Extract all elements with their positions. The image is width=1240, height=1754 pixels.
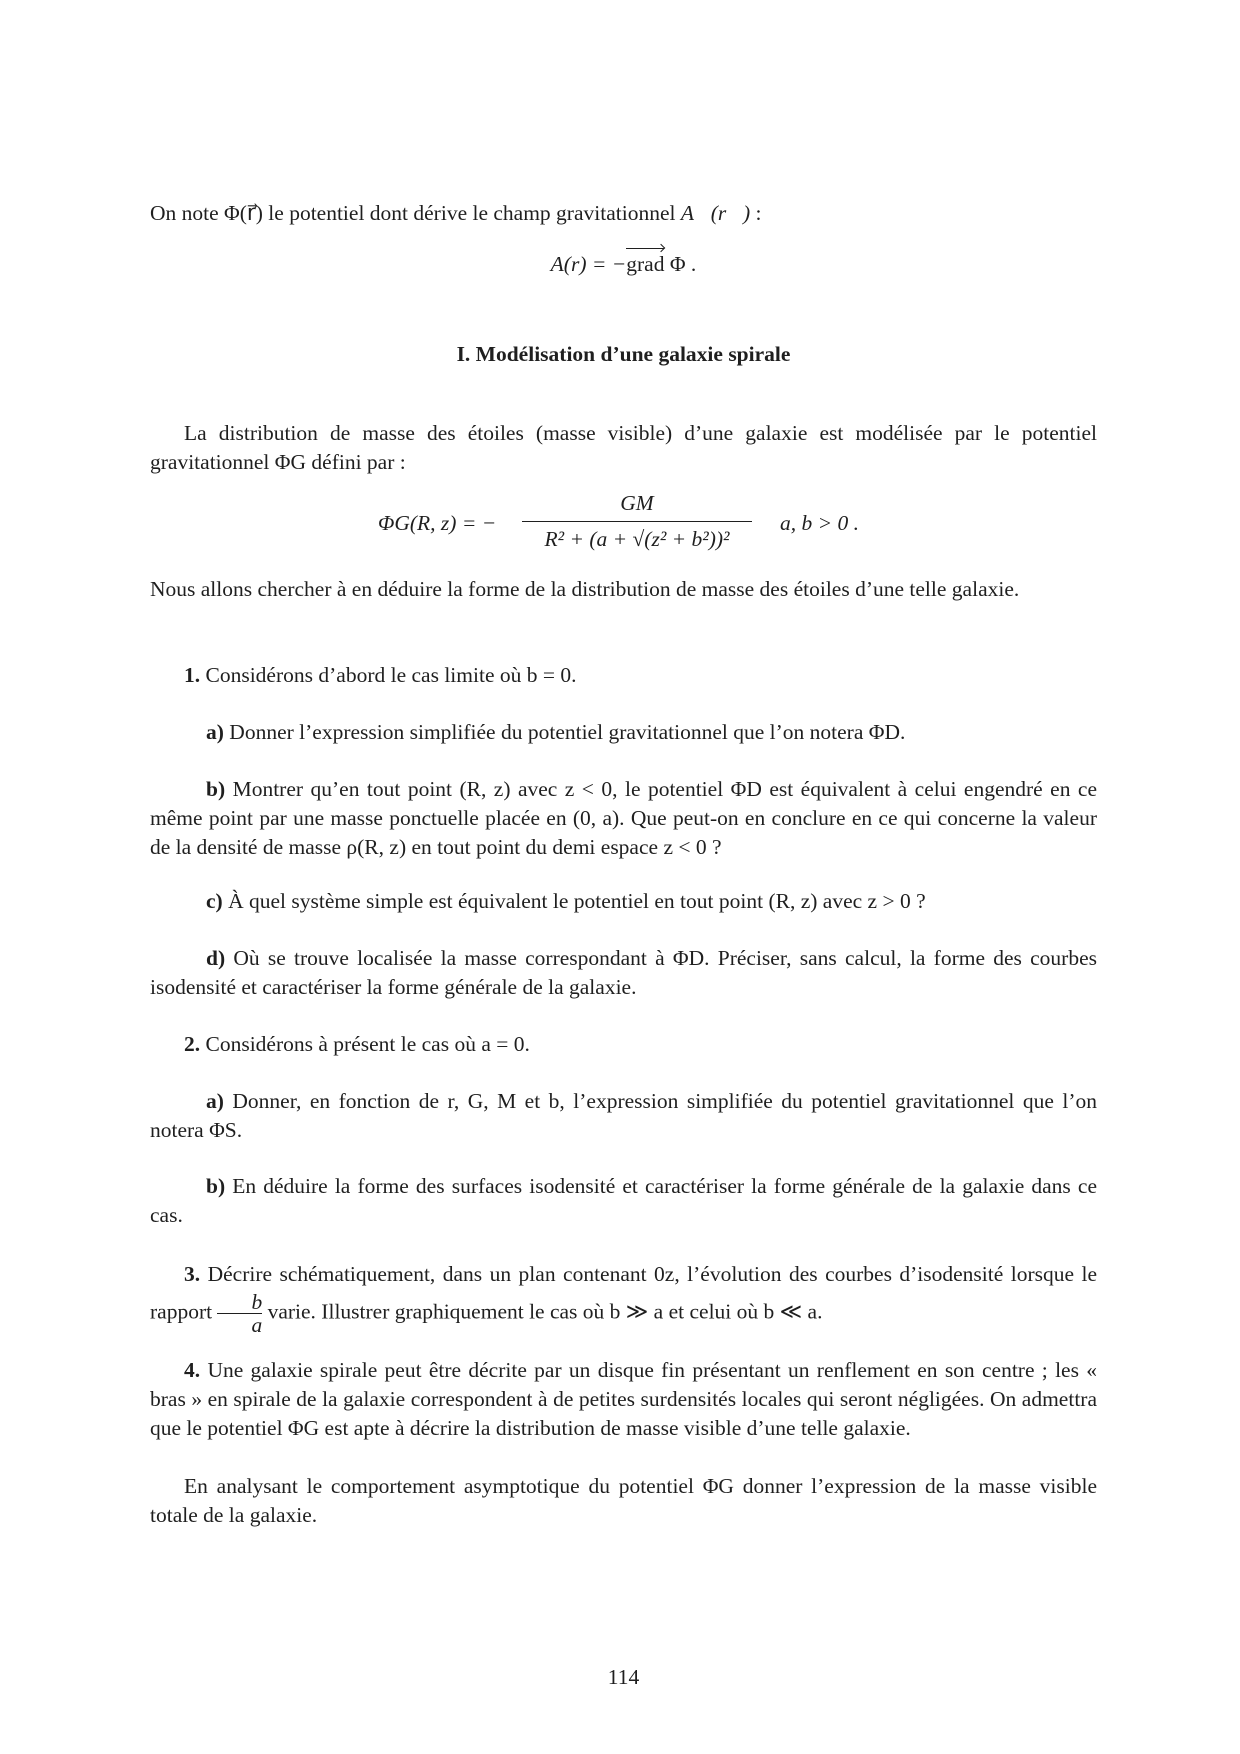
model-text-a: La distribution de masse des étoiles (masse visible) d’une galaxie est modélisée par le potentiel gravitationnel: [150, 421, 1097, 474]
question-1a: [150, 718, 1097, 747]
potential-denominator: R² + (a + √(z² + b²))²: [522, 521, 752, 554]
question-3-number: 3.: [184, 1262, 201, 1286]
question-1c-text: À quel système simple est équivalent le potentiel en tout point (R, z) avec z > 0 ?: [228, 889, 926, 913]
intro-phi-r: Φ(r⃗): [224, 201, 263, 225]
question-1d-label: d): [206, 946, 226, 970]
ratio-numerator: b: [251, 1290, 263, 1314]
intro-line: [150, 199, 1097, 228]
question-1-number: 1.: [184, 663, 201, 687]
question-4-number: 4.: [184, 1358, 201, 1382]
intro-text-after: :: [750, 201, 762, 225]
question-4: [150, 1356, 1097, 1443]
model-phi-g: ΦG: [274, 450, 307, 474]
potential-condition: a, b > 0 .: [780, 511, 860, 535]
intro-a-r: A⃗(r⃗): [680, 201, 751, 225]
question-1c-label: c): [206, 889, 223, 913]
question-1d-text: Où se trouve localisée la masse correspondant à ΦD. Préciser, sans calcul, la forme des courbes isodensité et caractériser la forme générale de la galaxie.: [150, 946, 1098, 999]
intro-text-before: On note: [150, 201, 225, 225]
question-3-text-a: Décrire schématiquement, dans un plan contenant 0z, l’évolution des courbes d’isodensité lorsque le rapport: [150, 1262, 1098, 1324]
section-title: I. Modélisation d’une galaxie spirale: [456, 342, 791, 366]
potential-fraction: [522, 489, 752, 554]
page-number: 114: [607, 1665, 640, 1689]
question-2b-text: En déduire la forme des surfaces isodensité et caractériser la forme générale de la galaxie dans ce cas.: [150, 1174, 1098, 1227]
model-paragraph: [150, 419, 1097, 477]
model-text-b: défini par :: [306, 450, 406, 474]
question-1b-text: Montrer qu’en tout point (R, z) avec z < 0, le potentiel ΦD est équivalent à celui engendré en ce même point par une masse ponctuelle placée en (0, a). Que peut-on en conclure en ce qui concerne la valeur de la densité de masse ρ(R, z) en tout point du demi espace z < 0 ?: [150, 777, 1097, 859]
question-1b-label: b): [206, 777, 226, 801]
intro-text-middle: le potentiel dont dérive le champ gravitationnel: [262, 201, 681, 225]
question-1a-text: Donner l’expression simplifiée du potentiel gravitationnel que l’on notera ΦD.: [229, 720, 906, 744]
question-1a-label: a): [206, 720, 224, 744]
question-2b: [150, 1172, 1097, 1230]
question-1b: [150, 775, 1097, 862]
document-page: [150, 0, 1097, 1754]
question-1: [150, 661, 1097, 690]
question-3: [150, 1258, 1097, 1336]
question-1c: [150, 887, 1097, 916]
question-3-text-b: varie. Illustrer graphiquement le cas où b ≫ a et celui où b ≪ a.: [262, 1299, 823, 1324]
question-2-number: 2.: [184, 1032, 201, 1056]
question-4-followup: En analysant le comportement asymptotique du potentiel ΦG donner l’expression de la masse visible totale de la galaxie.: [150, 1474, 1097, 1527]
question-2a-label: a): [206, 1089, 224, 1113]
gradient-equation: [150, 250, 1097, 279]
potential-equation: [150, 489, 1097, 555]
gradient-equation-rhs: Φ .: [664, 252, 697, 276]
question-2b-label: b): [206, 1174, 226, 1198]
question-1d: [150, 944, 1097, 1002]
question-2a-text: Donner, en fonction de r, G, M et b, l’expression simplifiée du potentiel gravitationnel que l’on notera ΦS.: [150, 1089, 1098, 1142]
ratio-fraction: [217, 1291, 262, 1336]
question-4-text: Une galaxie spirale peut être décrite par un disque fin présentant un renflement en son centre ; les « bras » en spirale de la galaxie correspondent à de petites surdensités locales qui seront négligées. On admettra que le potentiel ΦG est apte à décrire la distribution de masse visible d’une telle galaxie.: [150, 1358, 1098, 1440]
question-1-text: Considérons d’abord le cas limite où b = 0.: [205, 663, 577, 687]
potential-equation-lhs: ΦG(R, z) = −: [378, 511, 497, 535]
potential-numerator: GM: [620, 491, 654, 515]
gradient-equation-lhs: A(r) = −: [550, 252, 627, 276]
question-2a: [150, 1087, 1097, 1145]
question-2-text: Considérons à présent le cas où a = 0.: [205, 1032, 530, 1056]
gradient-operator: grad: [626, 250, 664, 279]
goal-paragraph: Nous allons chercher à en déduire la forme de la distribution de masse des étoiles d’une telle galaxie.: [150, 577, 1020, 601]
ratio-denominator: a: [217, 1313, 262, 1336]
question-2: [150, 1030, 1097, 1059]
